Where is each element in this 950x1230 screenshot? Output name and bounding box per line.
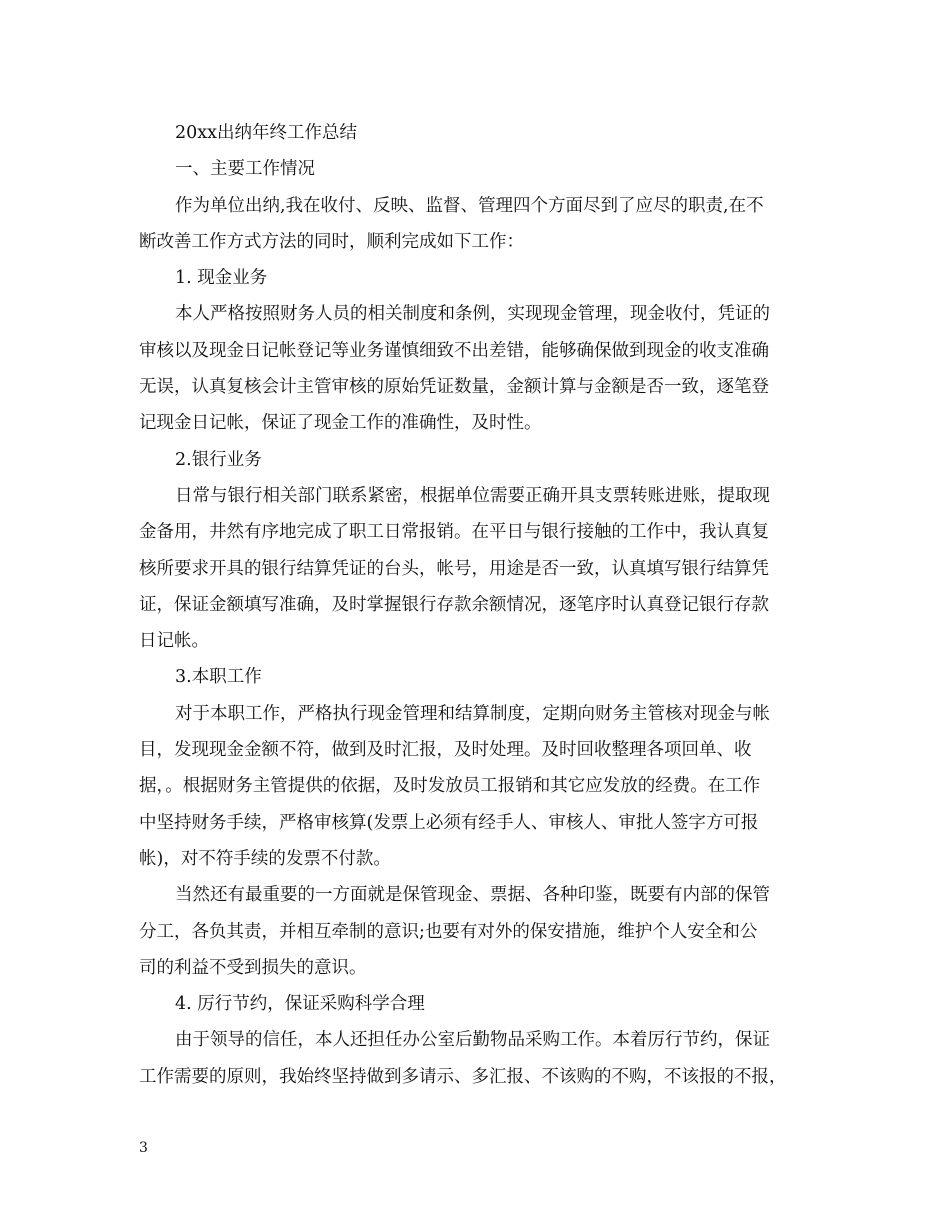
paragraph-line: 记现金日记帐，保证了现金工作的准确性，及时性。 <box>139 413 542 434</box>
paragraph-line: 据，。根据财务主管提供的依据，及时发放员工报销和其它应发放的经费。在工作 <box>139 776 761 797</box>
paragraph-line: 作为单位出纳,我在收付、反映、监督、管理四个方面尽到了应尽的职责,在不 <box>175 195 764 216</box>
paragraph-line: 本人严格按照财务人员的相关制度和条例，实现现金管理，现金收付，凭证的 <box>175 304 770 325</box>
paragraph-line: 目，发现现金金额不符，做到及时汇报，及时处理。及时回收整理各项回单、收 <box>139 740 752 761</box>
paragraph-line: 工作需要的原则，我始终坚持做到多请示、多汇报、不该购的不购，不该报的不报， <box>139 1066 787 1087</box>
paragraph-line: 分工，各负其责，并相互牵制的意识;也要有对外的保安措施，维护个人安全和公 <box>139 921 758 942</box>
paragraph-line: 审核以及现金日记帐登记等业务谨慎细致不出差错，能够确保做到现金的收支准确 <box>139 340 769 361</box>
paragraph-line: 无误，认真复核会计主管审核的原始凭证数量，金额计算与金额是否一致，逐笔登 <box>139 377 769 398</box>
paragraph-line: 核所要求开具的银行结算凭证的台头，帐号，用途是否一致，认真填写银行结算凭 <box>139 558 769 579</box>
subsection-heading: 4. 厉行节约，保证采购科学合理 <box>175 994 425 1015</box>
document-body <box>139 115 819 1095</box>
paragraph-line: 金备用，井然有序地完成了职工日常报销。在平日与银行接触的工作中，我认真复 <box>139 522 769 543</box>
paragraph-line: 对于本职工作，严格执行现金管理和结算制度，定期向财务主管核对现金与帐 <box>175 703 770 724</box>
paragraph-line: 帐)，对不符手续的发票不付款。 <box>139 848 391 869</box>
document-title: 20xx出纳年终工作总结 <box>175 123 358 143</box>
paragraph-line: 证，保证金额填写准确，及时掌握银行存款余额情况，逐笔序时认真登记银行存款 <box>139 594 769 615</box>
paragraph-line: 由于领导的信任，本人还担任办公室后勤物品采购工作。本着厉行节约，保证 <box>175 1030 770 1051</box>
subsection-heading: 1. 现金业务 <box>175 268 268 289</box>
paragraph-line: 当然还有最重要的一方面就是保管现金、票据、各种印鉴，既要有内部的保管 <box>175 885 770 906</box>
subsection-heading: 3.本职工作 <box>175 667 262 688</box>
paragraph-line: 断改善工作方式方法的同时，顺利完成如下工作： <box>139 231 524 252</box>
page-number: 3 <box>139 1140 148 1156</box>
section-heading: 一、主要工作情况 <box>175 159 315 180</box>
paragraph-line: 日记帐。 <box>139 631 209 652</box>
paragraph-line: 中坚持财务手续，严格审核算(发票上必须有经手人、审核人、审批人签字方可报 <box>139 812 759 833</box>
paragraph-line: 日常与银行相关部门联系紧密，根据单位需要正确开具支票转账进账，提取现 <box>175 485 770 506</box>
paragraph-line: 司的利益不受到损失的意识。 <box>139 957 367 978</box>
subsection-heading: 2.银行业务 <box>175 449 262 470</box>
